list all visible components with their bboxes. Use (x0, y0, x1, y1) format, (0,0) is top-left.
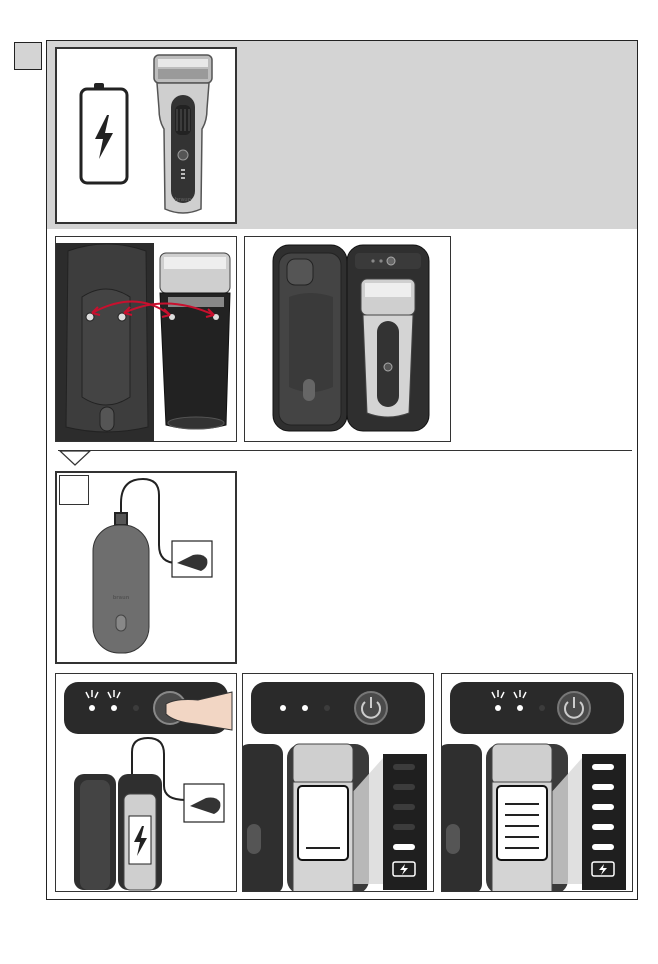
shaver-in-case (361, 279, 415, 417)
step-marker-square (14, 42, 42, 70)
charging-dock (93, 525, 149, 653)
plug-callout (172, 541, 212, 577)
zoom-battery-panel-full (582, 754, 626, 890)
panel-battery-shaver (55, 47, 237, 224)
step-marker-box (59, 475, 89, 505)
shaver-display-partial (293, 744, 353, 891)
section-divider (58, 450, 632, 451)
brand-logo: braun (174, 197, 192, 203)
power-icon (355, 692, 387, 724)
case-with-shaver-charging (74, 774, 162, 890)
dock-brand-logo: braun (112, 595, 130, 601)
shaver-display-full (492, 744, 552, 891)
control-bar-full (450, 682, 624, 734)
panel-press-power (55, 673, 237, 892)
power-icon (558, 692, 590, 724)
panel-case-closed (244, 236, 451, 442)
shaver-illustration (154, 55, 212, 213)
panel-dock-cable (55, 471, 237, 664)
panel-case-attach (55, 236, 237, 442)
shaver-side-view (160, 253, 230, 429)
case-interior (56, 243, 154, 441)
plug-callout-2 (184, 784, 224, 822)
zoom-battery-panel-partial (383, 754, 427, 890)
triangle-marker-icon (58, 450, 92, 466)
panel-full-charge (441, 673, 633, 892)
battery-lightning-icon (81, 83, 127, 183)
panel-partial-charge (242, 673, 434, 892)
control-bar-partial (251, 682, 425, 734)
